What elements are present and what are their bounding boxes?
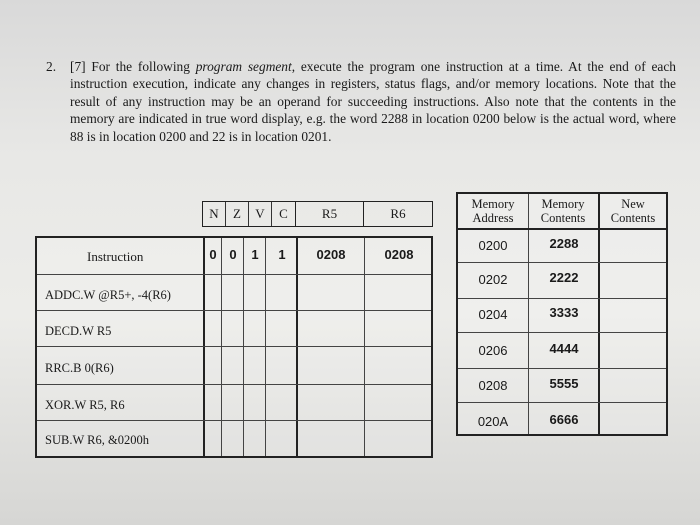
memory-contents-header: Memory Contents bbox=[540, 197, 586, 225]
instruction-2: DECD.W R5 bbox=[45, 324, 112, 338]
table-header-row bbox=[37, 238, 431, 275]
initial-flag-c: 1 bbox=[278, 247, 286, 262]
flag-header bbox=[202, 201, 296, 227]
memory-table bbox=[456, 192, 668, 436]
question-text bbox=[70, 58, 676, 145]
question-text-part: , execute the program one instruction at a time. At the end of each instruction execution, indicate any changes in registers, status flags, and/or memory locations. Note that the result of any instruction may be an operand for succeeding instructions. Also note that the contents in the memory are indicated in true word display, e.g. the word 2288 in location 0200 below is the actual word, where 88 is in location 0200 and 22 is in location 0201. bbox=[70, 59, 676, 144]
register-table bbox=[35, 236, 433, 458]
initial-flag-v: 1 bbox=[251, 247, 259, 262]
initial-flag-n: 0 bbox=[209, 247, 217, 262]
instruction-5: SUB.W R6, &0200h bbox=[45, 433, 149, 447]
memory-address-0208: 0208 bbox=[478, 378, 508, 393]
memory-contents-0204: 3333 bbox=[549, 305, 579, 320]
question-block bbox=[46, 58, 676, 145]
instruction-header: Instruction bbox=[87, 249, 144, 264]
memory-contents-0206: 4444 bbox=[549, 341, 579, 356]
instruction-1: ADDC.W @R5+, -4(R6) bbox=[45, 288, 171, 302]
memory-contents-0202: 2222 bbox=[549, 270, 579, 285]
initial-r5: 0208 bbox=[316, 247, 346, 262]
table-row bbox=[37, 384, 431, 421]
memory-address-0202: 0202 bbox=[478, 272, 508, 287]
memory-address-020a: 020A bbox=[477, 414, 509, 429]
memory-address-0200: 0200 bbox=[478, 238, 508, 253]
new-contents-header: New Contents bbox=[610, 197, 656, 225]
initial-flag-z: 0 bbox=[229, 247, 237, 262]
table-row bbox=[37, 346, 431, 385]
r5-header: R5 bbox=[296, 201, 364, 227]
memory-address-0206: 0206 bbox=[478, 343, 508, 358]
flag-header-n: N bbox=[203, 202, 226, 226]
instruction-3: RRC.B 0(R6) bbox=[45, 361, 114, 375]
memory-address-0204: 0204 bbox=[478, 307, 508, 322]
memory-contents-0208: 5555 bbox=[549, 376, 579, 391]
question-text-part: [7] For the following bbox=[70, 59, 196, 74]
question-number: 2. bbox=[46, 59, 57, 74]
table-row bbox=[37, 310, 431, 347]
initial-r6: 0208 bbox=[384, 247, 414, 262]
memory-address-header: Memory Address bbox=[471, 197, 515, 225]
table-row bbox=[37, 274, 431, 311]
table-row bbox=[37, 420, 431, 456]
flag-header-c: C bbox=[279, 206, 288, 221]
memory-contents-020a: 6666 bbox=[549, 412, 579, 427]
r6-header: R6 bbox=[364, 201, 433, 227]
memory-contents-0200: 2288 bbox=[549, 236, 579, 251]
flag-header-z: Z bbox=[226, 202, 249, 226]
flag-header-v: V bbox=[249, 202, 272, 226]
instruction-4: XOR.W R5, R6 bbox=[45, 398, 125, 412]
question-program-segment: program segment bbox=[195, 59, 292, 74]
